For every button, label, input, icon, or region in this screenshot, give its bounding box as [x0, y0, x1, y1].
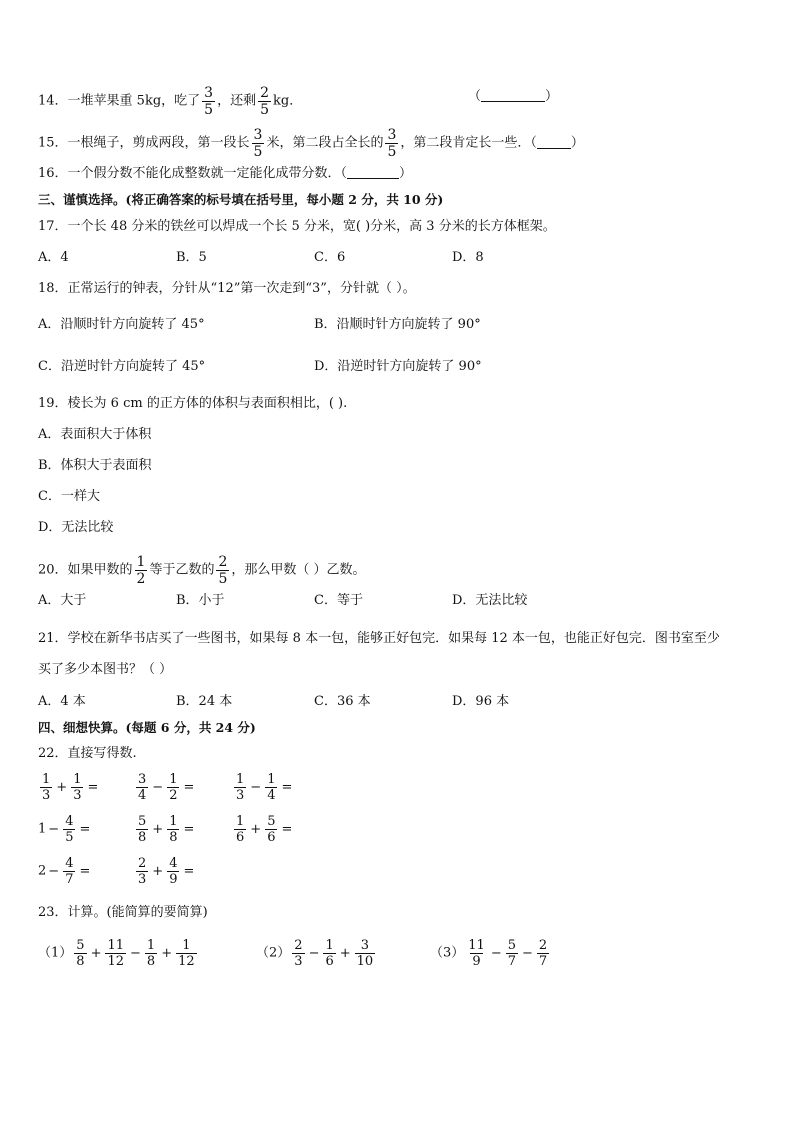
question-14: 14．一堆苹果重 5kg，吃了 $\frac{3}{5}$ ，还剩 $\frac{2}{5}$ kg．: [38, 85, 303, 118]
fraction: $\frac{2}{5}$: [260, 85, 270, 118]
fraction: $\frac{3}{5}$: [253, 127, 263, 160]
section-3-heading: 三、谨慎选择。(将正确答案的标号填在括号里，每小题 2 分，共 10 分): [38, 192, 444, 207]
q23-part-3: （3） $\frac{11}{9}$ − $\frac{5}{7}$ − $\frac{2}{7}$: [430, 938, 548, 969]
option-17-c[interactable]: C．6: [314, 250, 346, 265]
option-18-b[interactable]: B．沿顺时针方向旋转了 90°: [314, 317, 481, 332]
q23-part-1: （1） $\frac{5}{8}$ + $\frac{11}{12}$ − $\frac{1}{8}$ + $\frac{1}{12}$: [38, 938, 195, 969]
answer-blank-15[interactable]: [537, 134, 571, 149]
q22-item-4: 1 − $\frac{4}{5}$ =: [38, 814, 91, 845]
fraction: $\frac{3}{5}$: [204, 85, 214, 118]
section-4-heading: 四、细想快算。(每题 6 分，共 24 分): [38, 720, 256, 735]
option-17-d[interactable]: D．8: [452, 250, 484, 265]
question-21-line-2: 买了多少本图书？（ ）: [38, 662, 173, 677]
q23-part-2: （2） $\frac{2}{3}$ − $\frac{1}{6}$ + $\frac{3}{10}$: [256, 938, 374, 969]
option-20-a[interactable]: A．大于: [38, 593, 87, 608]
option-19-c[interactable]: C．一样大: [38, 489, 100, 504]
question-16: 16．一个假分数不能化成整数就一定能化成带分数．（ ）: [38, 166, 413, 181]
option-21-c[interactable]: C．36 本: [314, 694, 371, 709]
option-19-d[interactable]: D．无法比较: [38, 520, 114, 535]
question-18: 18．正常运行的钟表，分针从“12”第一次走到“3”，分针就（ ）。: [38, 281, 416, 296]
option-17-a[interactable]: A．4: [38, 250, 69, 265]
option-21-d[interactable]: D．96 本: [452, 694, 510, 709]
fraction: $\frac{1}{2}$: [136, 554, 146, 587]
option-21-a[interactable]: A．4 本: [38, 694, 86, 709]
q22-item-6: $\frac{1}{6}$ + $\frac{5}{6}$ =: [236, 814, 293, 845]
option-18-a[interactable]: A．沿顺时针方向旋转了 45°: [38, 317, 205, 332]
option-18-d[interactable]: D．沿逆时针方向旋转了 90°: [314, 359, 482, 374]
q22-item-2: $\frac{3}{4}$ − $\frac{1}{2}$ =: [138, 772, 195, 803]
question-17: 17．一个长 48 分米的铁丝可以焊成一个长 5 分米，宽( )分米，高 3 分米的长方体框架。: [38, 219, 556, 234]
option-20-d[interactable]: D．无法比较: [452, 593, 528, 608]
answer-blank-16[interactable]: [347, 164, 399, 179]
option-19-b[interactable]: B．体积大于表面积: [38, 458, 152, 473]
option-18-c[interactable]: C．沿逆时针方向旋转了 45°: [38, 359, 206, 374]
option-20-c[interactable]: C．等于: [314, 593, 363, 608]
question-15: 15．一根绳子，剪成两段，第一段长 $\frac{3}{5}$ 米，第二段占全长的 $\frac{3}{5}$ ，第二段肯定长一些．（ ）: [38, 127, 584, 160]
option-19-a[interactable]: A．表面积大于体积: [38, 427, 152, 442]
option-21-b[interactable]: B．24 本: [176, 694, 233, 709]
q22-item-1: $\frac{1}{3}$ + $\frac{1}{3}$ =: [42, 772, 99, 803]
question-23-title: 23．计算。(能简算的要简算): [38, 905, 208, 920]
fraction: $\frac{2}{5}$: [218, 554, 228, 587]
q22-item-8: $\frac{2}{3}$ + $\frac{4}{9}$ =: [138, 856, 195, 887]
fraction: $\frac{3}{5}$: [387, 127, 397, 160]
question-21-line-1: 21．学校在新华书店买了一些图书，如果每 8 本一包，能够正好包完．如果每 12 本一包，也能正好包完．图书室至少: [38, 631, 720, 646]
question-20: 20．如果甲数的 $\frac{1}{2}$ 等于乙数的 $\frac{2}{5}$ ，那么甲数（ ）乙数。: [38, 554, 366, 587]
answer-blank-14[interactable]: （ ）: [468, 89, 559, 104]
option-20-b[interactable]: B．小于: [176, 593, 225, 608]
question-19: 19．棱长为 6 cm 的正方体的体积与表面积相比，( ).: [38, 396, 348, 411]
option-17-b[interactable]: B．5: [176, 250, 207, 265]
q22-item-5: $\frac{5}{8}$ + $\frac{1}{8}$ =: [138, 814, 195, 845]
q22-item-7: 2 − $\frac{4}{7}$ =: [38, 856, 91, 887]
q22-item-3: $\frac{1}{3}$ − $\frac{1}{4}$ =: [236, 772, 293, 803]
question-22-title: 22．直接写得数.: [38, 746, 137, 761]
